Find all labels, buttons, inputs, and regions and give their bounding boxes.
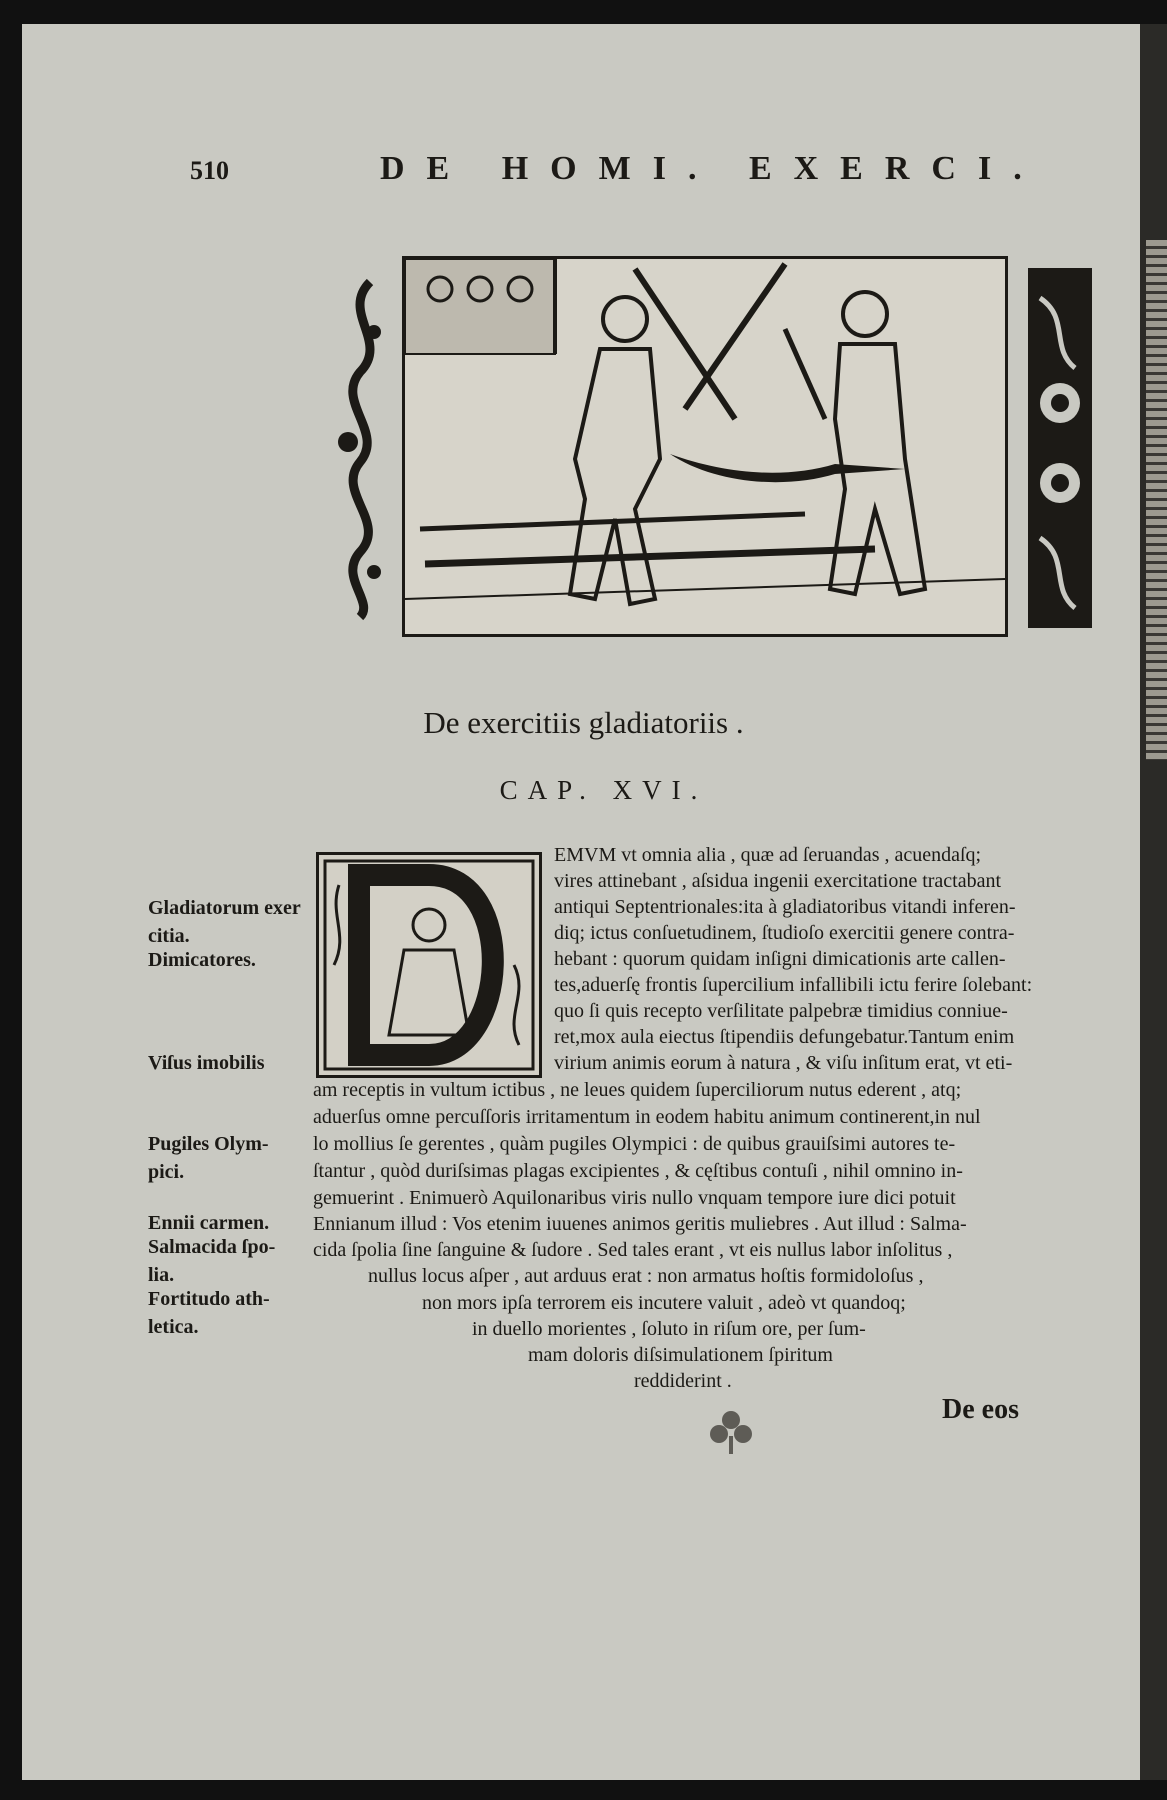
marginal-note-11: letica. [148,1316,199,1338]
body-line-8: ret,mox aula eiectus ſtipendiis defungebatur.Tantum enim [554,1026,1015,1048]
body-line-19: in duello morientes , ſoluto in riſum ore, per ſum- [472,1318,866,1340]
body-line-15: Ennianum illud : Vos etenim iuuenes animos geritis muliebres . Aut illud : Salma- [313,1213,967,1235]
body-line-14: gemuerint . Enimuerò Aquilonaribus viris nullo vnquam tempore iure dici potuit [313,1187,956,1209]
body-line-4: diq; ictus conſuetudinem, ſtudioſo exercitii genere contra- [554,922,1015,944]
body-line-16: cida ſpolia ſine ſanguine & ſudore . Sed tales erant , vt eis nullus labor inſolitus , [313,1239,953,1261]
marginal-note-10: Fortitudo ath- [148,1288,270,1310]
marginal-note-8: Salmacida ſpo- [148,1236,276,1258]
initial-d-woodcut [319,855,539,1075]
fleuron-ornament [706,1406,756,1456]
marginal-note-6: pici. [148,1161,185,1183]
body-line-2: vires attinebant , aſsidua ingenii exercitatione tractabant [554,870,1002,892]
chapter-title: De exercitiis gladiatoriis . [423,705,744,740]
body-line-1: EMVM vt omnia alia , quæ ad ſeruandas , acuendaſq; [554,844,982,866]
body-line-5: hebant : quorum quidam inſigni dimicationis arte callen- [554,948,1006,970]
chapter-number: CAP. XVI. [499,775,708,805]
body-line-9: virium animis eorum à natura , & viſu inſitum erat, vt eti- [554,1052,1013,1074]
body-line-21: reddiderint . [634,1370,732,1392]
body-line-11: aduerſus omne percuſſoris irritamentum in eodem habitu animum continerent,in nul [313,1106,981,1128]
body-line-20: mam doloris diſsimulationem ſpiritum [528,1344,833,1366]
body-line-18: non mors ipſa terrorem eis incutere valuit , adeò vt quandoq; [422,1292,906,1314]
body-line-3: antiqui Septentrionales:ita à gladiatoribus vitandi inferen- [554,896,1016,918]
body-line-7: quo ſi quis recepto verſilitate palpebræ timidius conniue- [554,1000,1008,1022]
left-ornament [330,272,394,622]
woodcut-illustration [402,256,1008,637]
adjacent-page-strip [1146,240,1167,760]
decorated-initial-d [316,852,542,1078]
body-line-17: nullus locus aſper , aut arduus erat : non armatus hoſtis formidoloſus , [368,1265,924,1287]
marginal-note-5: Pugiles Olym- [148,1133,269,1155]
marginal-note-4: Viſus imobilis [148,1052,265,1074]
body-line-12: lo mollius ſe gerentes , quàm pugiles Olympici : de quibus grauiſsimi autores te- [313,1133,956,1155]
marginal-note-9: lia. [148,1264,175,1286]
sword-fight-scene [405,259,1005,634]
body-line-10: am receptis in vultum ictibus , ne leues quidem ſuperciliorum nutus ederent , atq; [313,1079,962,1101]
running-head: DE HOMI. EXERCI. [380,150,1044,187]
marginal-note-7: Ennii carmen. [148,1212,270,1234]
body-line-6: tes,aduerſę frontis ſupercilium infallibili ictu ferire ſolebant: [554,974,1033,996]
marginal-note-1: Gladiatorum exer [148,897,301,919]
body-line-13: ſtantur , quòd duriſsimas plagas excipientes , & cęſtibus contuſi , nihil omnino in- [313,1160,963,1182]
marginal-note-3: Dimicatores. [148,949,256,971]
catchword: De eos [942,1394,1019,1425]
right-ornament [1020,258,1100,638]
marginal-note-2: citia. [148,925,190,947]
page-number: 510 [190,156,229,185]
